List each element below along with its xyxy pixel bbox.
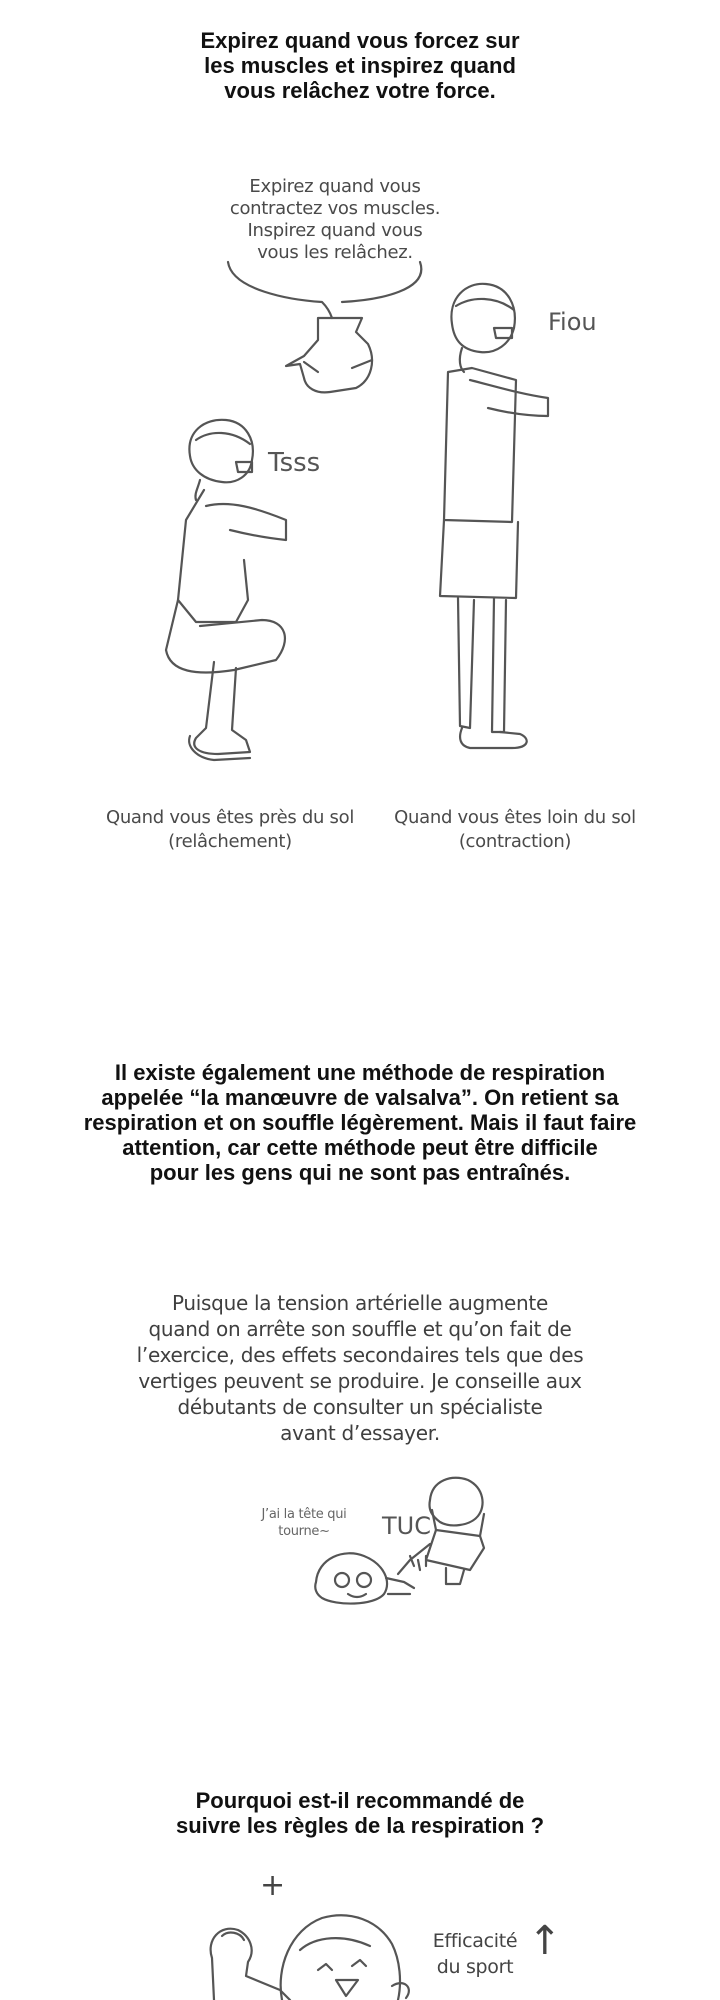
caption-line: (contraction) xyxy=(458,831,572,852)
sfx-tuc: TUC xyxy=(382,1512,431,1540)
note-line: Puisque la tension artérielle augmente xyxy=(172,1291,548,1315)
sfx-fiou: Fiou xyxy=(548,308,597,336)
note-line: l’exercice, des effets secondaires tels que des xyxy=(136,1343,584,1367)
heading-line: vous relâchez votre force. xyxy=(224,78,496,103)
happy-face-figure xyxy=(281,1915,409,2000)
up-arrow-icon: ↑ xyxy=(528,1918,562,1964)
caption-line: (relâchement) xyxy=(168,831,292,852)
note-line: quand on arrête son souffle et qu’on fait de xyxy=(148,1317,572,1341)
sfx-tsss: Tsss xyxy=(268,448,321,478)
speech-line: contractez vos muscles. xyxy=(229,198,441,219)
efficacy-line: Efficacité xyxy=(432,1930,518,1952)
heading-line: respiration et on souffle légèrement. Mais il faut faire xyxy=(83,1110,637,1135)
dizzy-line: J’ai la tête qui xyxy=(261,1507,347,1522)
heading-line: Pourquoi est-il recommandé de xyxy=(195,1788,525,1813)
caption-line: Quand vous êtes loin du sol xyxy=(394,807,636,828)
speech-line: Inspirez quand vous xyxy=(247,220,423,241)
note-line: vertiges peuvent se produire. Je conseille aux xyxy=(138,1369,582,1393)
speech-line: Expirez quand vous xyxy=(249,176,421,197)
heading-line: pour les gens qui ne sont pas entraînés. xyxy=(149,1160,571,1185)
note-line: avant d’essayer. xyxy=(280,1421,440,1445)
heading-line: suivre les règles de la respiration ? xyxy=(175,1813,545,1838)
note-line: débutants de consulter un spécialiste xyxy=(177,1395,543,1419)
dizzy-line: tourne~ xyxy=(278,1524,330,1539)
heading-line: Expirez quand vous forcez sur xyxy=(200,28,520,53)
heading-line: appelée “la manœuvre de valsalva”. On retient sa xyxy=(101,1085,619,1110)
flexing-arm-figure xyxy=(211,1929,290,2000)
heading-line: Il existe également une méthode de respiration xyxy=(114,1060,606,1085)
heading-line: attention, car cette méthode peut être difficile xyxy=(122,1135,598,1160)
efficacy-line: du sport xyxy=(436,1956,514,1978)
plus-sign: + xyxy=(260,1868,286,1903)
caption-line: Quand vous êtes près du sol xyxy=(105,807,355,828)
speech-line: vous les relâchez. xyxy=(257,242,413,263)
heading-line: les muscles et inspirez quand xyxy=(204,53,516,78)
